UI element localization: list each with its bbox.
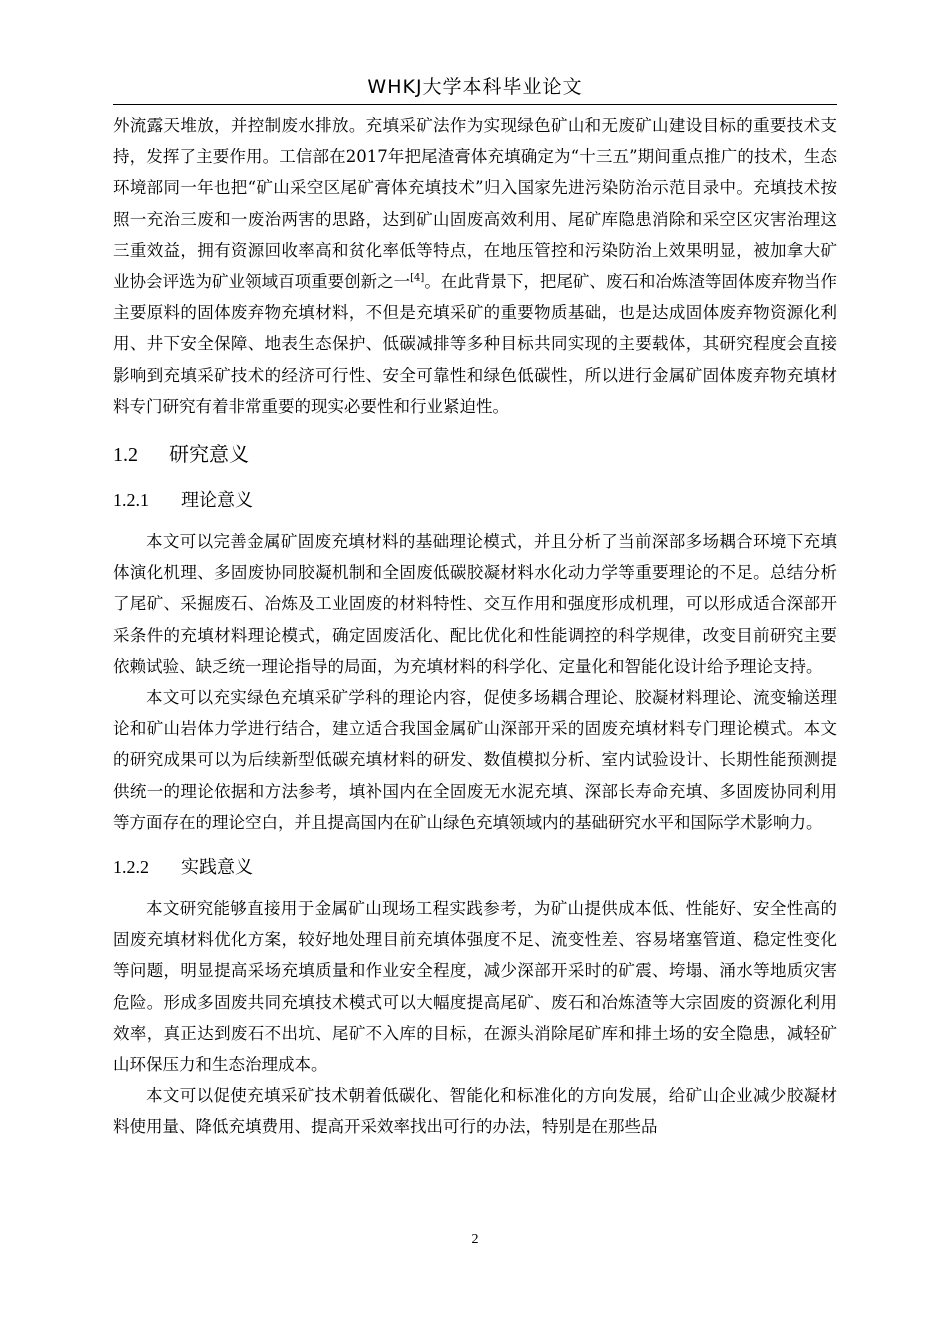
intro-text-after-citation: 。在此背景下，把尾矿、废石和冶炼渣等固体废弃物当作主要原料的固体废弃物充填材料，不但是充填采矿的重要物质基础，也是达成固体废弃物资源化利用、井下安全保障、地表生态保护、低碳减排等多种目标共同实现的主要载体，其研究程度会直接影响到充填采矿技术的经济可行性、安全可靠性和绿色低碳性，所以进行金属矿固体废弃物充填材料专门研究有着非常重要的现实必要性和行业紧迫性。 — [113, 272, 838, 416]
subsection-title: 理论意义 — [181, 490, 253, 512]
running-header: WHKJ大学本科毕业论文 — [367, 76, 583, 98]
practice-paragraph-1: 本文研究能够直接用于金属矿山现场工程实践参考，为矿山提供成本低、性能好、安全性高的固废充填材料优化方案，较好地处理目前充填体强度不足、流变性差、容易堵塞管道、稳定性变化等问题，明显提高采场充填质量和作业安全程度，减少深部开采时的矿震、垮塌、涌水等地质灾害危险。形成多固废共同充填技术模式可以大幅度提高尾矿、废石和冶炼渣等大宗固废的资源化利用效率，真正达到废石不出坑、尾矿不入库的目标，在源头消除尾矿库和排土场的安全隐患，减轻矿山环保压力和生态治理成本。 — [113, 899, 837, 1075]
section-title: 研究意义 — [169, 442, 249, 467]
intro-text-before-citation: 外流露天堆放，并控制废水排放。充填采矿法作为实现绿色矿山和无废矿山建设目标的重要技术支持，发挥了主要作用。工信部在2017年把尾渣膏体充填确定为“十三五”期间重点推广的技术，生态环境部同一年也把“矿山采空区尾矿膏体充填技术”归入国家先进污染防治示范目录中。充填技术按照一充治三废和一废治两害的思路，达到矿山固废高效利用、尾矿库隐患消除和采空区灾害治理这三重效益，拥有资源回收率高和贫化率低等特点，在地压管控和污染防治上效果明显，被加拿大矿业协会评选为矿业领域百项重要创新之一 — [113, 116, 837, 292]
subsection-number: 1.2.2 — [113, 857, 149, 878]
theory-paragraph-1: 本文可以完善金属矿固废充填材料的基础理论模式，并且分析了当前深部多场耦合环境下充填体演化机理、多固废协同胶凝机制和全固废低碳胶凝材料水化动力学等重要理论的不足。总结分析了尾矿、采掘废石、冶炼及工业固废的材料特性、交互作用和强度形成机理，可以形成适合深部开采条件的充填材料理论模式，确定固废活化、配比优化和性能调控的科学规律，改变目前研究主要依赖试验、缺乏统一理论指导的局面，为充填材料的科学化、定量化和智能化设计给予理论支持。 — [113, 532, 837, 676]
subsection-title: 实践意义 — [181, 857, 253, 879]
citation-reference: [4] — [410, 272, 425, 284]
header-rule — [113, 104, 837, 105]
subsection-heading-1-2-1 — [113, 485, 837, 516]
subsection-number: 1.2.1 — [113, 490, 149, 511]
subsection-heading-1-2-2 — [113, 852, 837, 883]
page-content — [113, 110, 837, 1143]
page-number: 2 — [471, 1232, 479, 1247]
intro-paragraph — [113, 110, 837, 422]
section-number: 1.2 — [113, 444, 138, 467]
practice-paragraph-2: 本文可以促使充填采矿技术朝着低碳化、智能化和标准化的方向发展，给矿山企业减少胶凝材料使用量、降低充填费用、提高开采效率找出可行的办法，特别是在那些品 — [113, 1086, 837, 1137]
section-heading-1-2 — [113, 438, 837, 471]
theory-paragraph-2: 本文可以充实绿色充填采矿学科的理论内容，促使多场耦合理论、胶凝材料理论、流变输送理论和矿山岩体力学进行结合，建立适合我国金属矿山深部开采的固废充填材料专门理论模式。本文的研究成果可以为后续新型低碳充填材料的研发、数值模拟分析、室内试验设计、长期性能预测提供统一的理论依据和方法参考，填补国内在全固废无水泥充填、深部长寿命充填、多固废协同利用等方面存在的理论空白，并且提高国内在矿山绿色充填领域内的基础研究水平和国际学术影响力。 — [113, 688, 837, 832]
